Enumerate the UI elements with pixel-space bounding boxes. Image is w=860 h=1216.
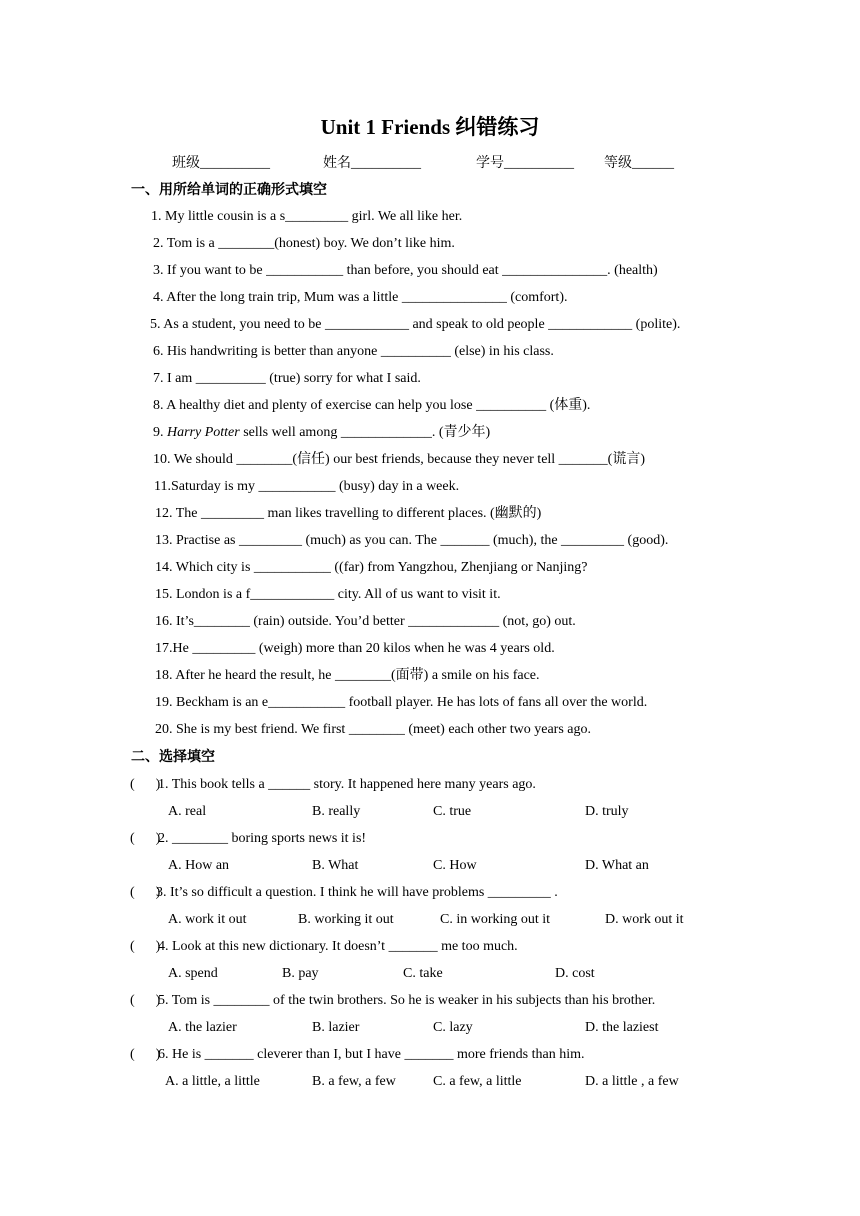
fill-item-2: 2. Tom is a ________(honest) boy. We don’t like him. xyxy=(153,236,455,251)
choice-1-option-d: D. truly xyxy=(585,804,629,819)
fill-item-4: 4. After the long train trip, Mum was a little _______________ (comfort). xyxy=(153,290,568,305)
choice-1-option-b: B. really xyxy=(312,804,361,819)
choice-stem-2: 2. ________ boring sports news it is! xyxy=(158,831,367,846)
book-title: Harry Potter xyxy=(167,425,240,440)
fill-item-6: 6. His handwriting is better than anyone __________ (else) in his class. xyxy=(153,344,554,359)
choice-6-option-c: C. a few, a little xyxy=(433,1074,522,1089)
choice-5-option-c: C. lazy xyxy=(433,1020,473,1035)
fill-item-13: 13. Practise as _________ (much) as you can. The _______ (much), the _________ (good). xyxy=(155,533,669,548)
choice-3-option-a: A. work it out xyxy=(168,912,247,927)
choice-5-option-d: D. the laziest xyxy=(585,1020,659,1035)
fill-item-15: 15. London is a f____________ city. All of us want to visit it. xyxy=(155,587,501,602)
fill-item-18: 18. After he heard the result, he ________(面带) a smile on his face. xyxy=(155,668,540,683)
page-title: Unit 1 Friends 纠错练习 xyxy=(320,115,540,139)
fill-item-12: 12. The _________ man likes travelling to different places. (幽默的) xyxy=(155,506,542,521)
student-info-row xyxy=(0,152,860,174)
fill-item-8: 8. A healthy diet and plenty of exercise can help you lose __________ (体重). xyxy=(153,398,591,413)
answer-blank-1: ( ) xyxy=(130,777,161,792)
choice-2-option-a: A. How an xyxy=(168,858,230,873)
choice-4-option-b: B. pay xyxy=(282,966,319,981)
choice-2-option-c: C. How xyxy=(433,858,477,873)
fill-item-9-rest: sells well among _____________. (青少年) xyxy=(239,425,491,440)
choice-1-option-c: C. true xyxy=(433,804,472,819)
section2-heading: 二、选择填空 xyxy=(131,749,215,765)
choice-4-option-d: D. cost xyxy=(555,966,595,981)
choice-3-option-c: C. in working out it xyxy=(440,912,551,927)
answer-blank-6: ( ) xyxy=(130,1047,161,1062)
choice-6-option-a: A. a little, a little xyxy=(165,1074,260,1089)
choice-5-option-a: A. the lazier xyxy=(168,1020,237,1035)
fill-item-5: 5. As a student, you need to be ____________ and speak to old people ____________ (polite). xyxy=(150,317,681,332)
fill-item-16: 16. It’s________ (rain) outside. You’d better _____________ (not, go) out. xyxy=(155,614,576,629)
choice-stem-5: 5. Tom is ________ of the twin brothers. So he is weaker in his subjects than his brother. xyxy=(158,993,656,1008)
choice-stem-3: 3. It’s so difficult a question. I think he will have problems _________ . xyxy=(156,885,558,900)
fill-item-19: 19. Beckham is an e___________ football player. He has lots of fans all over the world. xyxy=(155,695,648,710)
choice-4-option-a: A. spend xyxy=(168,966,218,981)
class-field: 班级__________ xyxy=(172,156,270,171)
choice-stem-6: 6. He is _______ cleverer than I, but I have _______ more friends than him. xyxy=(158,1047,585,1062)
choice-6-option-b: B. a few, a few xyxy=(312,1074,396,1089)
grade-field: 等级______ xyxy=(604,156,674,171)
choice-2-option-b: B. What xyxy=(312,858,359,873)
answer-blank-5: ( ) xyxy=(130,993,161,1008)
choice-6-option-d: D. a little , a few xyxy=(585,1074,679,1089)
fill-item-3: 3. If you want to be ___________ than before, you should eat _______________. (health) xyxy=(153,263,658,278)
fill-item-7: 7. I am __________ (true) sorry for what I said. xyxy=(153,371,421,386)
choice-5-option-b: B. lazier xyxy=(312,1020,360,1035)
choice-3-option-d: D. work out it xyxy=(605,912,684,927)
fill-item-1: 1. My little cousin is a s_________ girl. We all like her. xyxy=(151,209,463,224)
fill-item-9-number: 9. xyxy=(153,425,167,440)
choice-stem-4: 4. Look at this new dictionary. It doesn’t _______ me too much. xyxy=(158,939,518,954)
fill-item-9 xyxy=(153,423,490,443)
choice-1-option-a: A. real xyxy=(168,804,207,819)
choice-4-option-c: C. take xyxy=(403,966,443,981)
name-field: 姓名__________ xyxy=(323,156,421,171)
choice-stem-1: 1. This book tells a ______ story. It happened here many years ago. xyxy=(158,777,536,792)
fill-item-20: 20. She is my best friend. We first ________ (meet) each other two years ago. xyxy=(155,722,592,737)
choice-3-option-b: B. working it out xyxy=(298,912,394,927)
fill-item-17: 17.He _________ (weigh) more than 20 kilos when he was 4 years old. xyxy=(155,641,555,656)
fill-item-11: 11.Saturday is my ___________ (busy) day in a week. xyxy=(154,479,460,494)
answer-blank-3: ( ) xyxy=(130,885,161,900)
answer-blank-2: ( ) xyxy=(130,831,161,846)
section1-heading: 一、用所给单词的正确形式填空 xyxy=(131,182,327,198)
fill-item-14: 14. Which city is ___________ ((far) from Yangzhou, Zhenjiang or Nanjing? xyxy=(155,560,588,575)
choice-2-option-d: D. What an xyxy=(585,858,649,873)
number-field: 学号__________ xyxy=(476,156,574,171)
fill-item-10: 10. We should ________(信任) our best friends, because they never tell _______(谎言) xyxy=(153,452,646,467)
answer-blank-4: ( ) xyxy=(130,939,161,954)
